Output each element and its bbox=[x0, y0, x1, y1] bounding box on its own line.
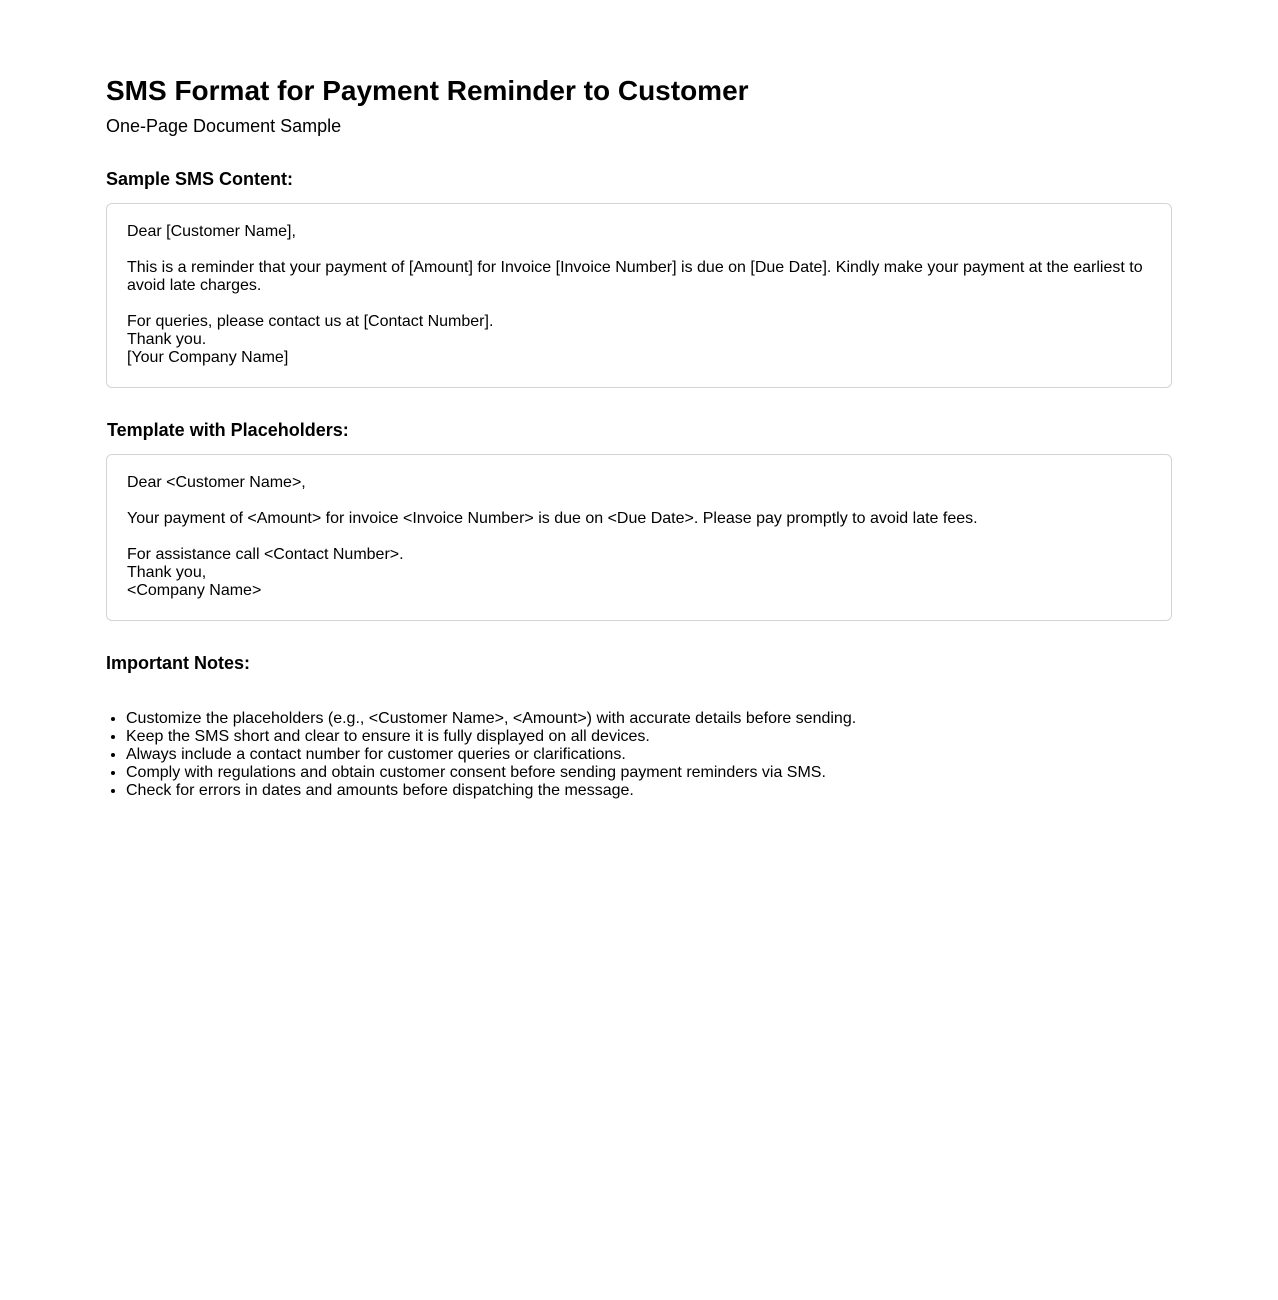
template-contact: For assistance call <Contact Number>. bbox=[127, 546, 404, 563]
template-heading: Template with Placeholders: bbox=[107, 420, 349, 440]
template-box bbox=[106, 454, 1172, 621]
template-sign-off bbox=[127, 546, 1151, 600]
sample-contact: For queries, please contact us at [Contact Number]. bbox=[127, 313, 494, 330]
list-item: • Customize the placeholders (e.g., <Customer Name>, <Amount>) with accurate details before sending. bbox=[126, 710, 1172, 728]
template-signature: <Company Name> bbox=[127, 582, 262, 599]
template-closing: Thank you, bbox=[127, 564, 207, 581]
sample-sms-heading: Sample SMS Content: bbox=[106, 169, 294, 189]
sample-closing: Thank you. bbox=[127, 331, 207, 348]
page-subtitle: One-Page Document Sample bbox=[106, 116, 342, 136]
list-item: • Keep the SMS short and clear to ensure it is fully displayed on all devices. bbox=[126, 728, 1172, 746]
important-notes-heading: Important Notes: bbox=[106, 653, 250, 673]
template-greeting: Dear <Customer Name>, bbox=[127, 474, 306, 491]
list-item: • Always include a contact number for customer queries or clarifications. bbox=[126, 746, 1172, 764]
sample-sign-off bbox=[127, 313, 1151, 367]
document-page bbox=[106, 74, 1172, 800]
sample-sms-box bbox=[106, 203, 1172, 388]
list-item: • Comply with regulations and obtain customer consent before sending payment reminders via SMS. bbox=[126, 764, 1172, 782]
template-body: Your payment of <Amount> for invoice <Invoice Number> is due on <Due Date>. Please pay promptly to avoid late fees. bbox=[127, 510, 978, 527]
sample-body: This is a reminder that your payment of [Amount] for Invoice [Invoice Number] is due on [Due Date]. Kindly make your payment at the earliest to avoid late charges. bbox=[127, 259, 1143, 294]
sample-signature: [Your Company Name] bbox=[127, 349, 289, 366]
important-notes-list bbox=[106, 710, 1172, 800]
sample-greeting: Dear [Customer Name], bbox=[127, 223, 296, 240]
list-item: • Check for errors in dates and amounts before dispatching the message. bbox=[126, 782, 1172, 800]
page-title: SMS Format for Payment Reminder to Customer bbox=[106, 75, 749, 106]
